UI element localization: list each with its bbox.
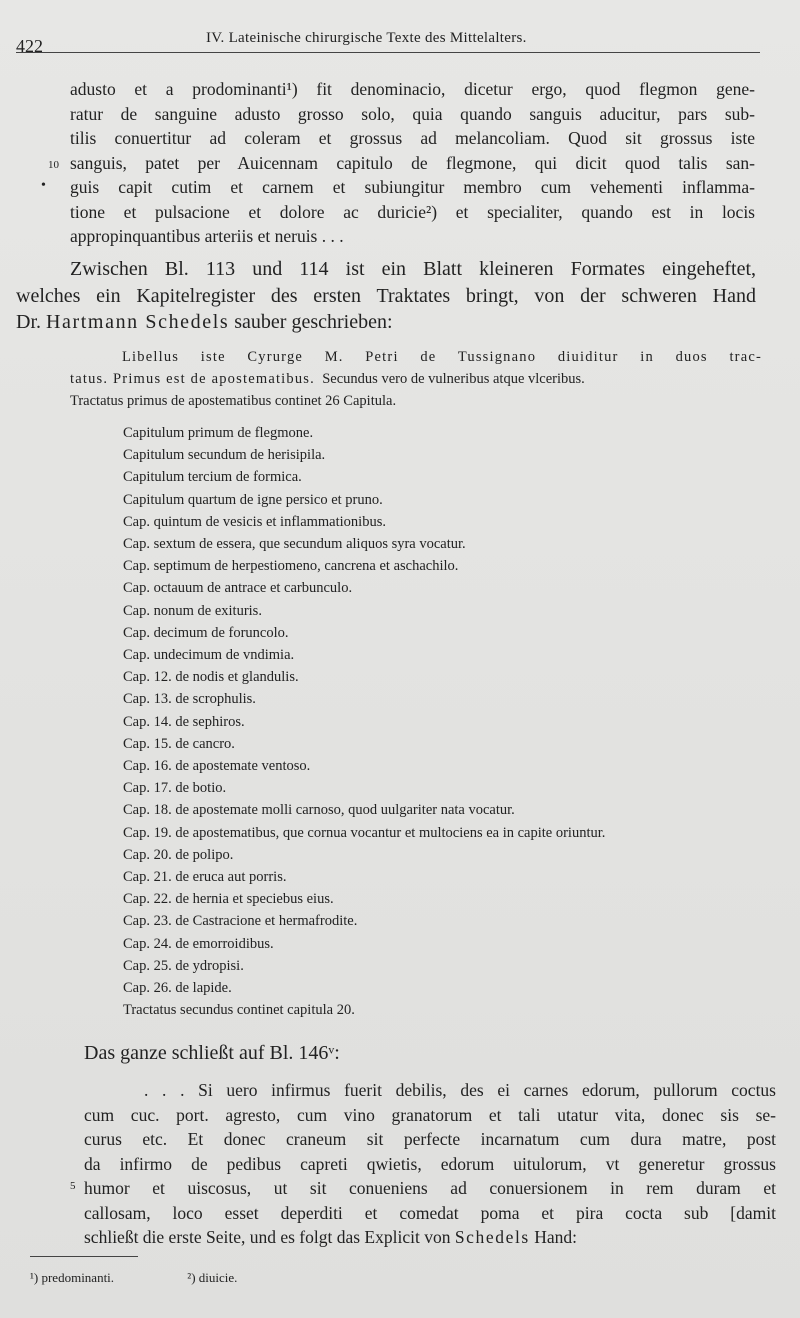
chapter-entry: Cap. 12. de nodis et glandulis. [123,669,299,686]
text-line: curus etc. Et donec craneum sit perfecte incarnatum cum dura matre, post [84,1129,776,1149]
chapter-entry: Cap. sextum de essera, que secundum aliquos syra vocatur. [123,536,466,553]
chapter-entry: Cap. 21. de eruca aut porris. [123,869,287,886]
chapter-entry: Cap. 20. de polipo. [123,846,234,863]
footnotes [30,1270,307,1286]
text-line: sanguis, patet per Auicennam capitulo de flegmone, qui dicit quod talis san- [70,152,755,173]
chapter-entry: Cap. 13. de scrophulis. [123,691,256,708]
latin-passage-2 [84,1078,776,1250]
text-line: adusto et a prodominanti¹) fit denominacio, dicetur ergo, quod flegmon gene- [70,79,755,99]
chapter-entry: Cap. 18. de apostemate molli carnoso, quod uulgariter nata vocatur. [123,802,515,819]
chapter-entry: Cap. nonum de exituris. [123,602,262,619]
person-name: Hartmann Schedels [46,311,230,333]
text-span: tatus. Primus est de apostematibus. [70,371,315,387]
text-span: schließt die erste Seite, und es folgt das Explicit von [84,1227,455,1247]
text-line: appropinquantibus arteriis et neruis . . . [70,226,344,246]
chapter-entry: Capitulum tercium de formica. [123,469,302,486]
text-line: guis capit cutim et carnem et subiungitur membro cum vehementi inflamma- [70,177,755,197]
chapter-entry: Tractatus secundus continet capitula 20. [123,1002,355,1019]
text-line [16,309,756,336]
text-line: callosam, loco esset deperditi et comedat poma et pira cocta sub [damit [84,1202,776,1223]
text-line: ratur de sanguine adusto grosso solo, quia quando sanguis aducitur, pars sub- [70,103,755,124]
text-span: Dr. [16,311,46,333]
chapter-entry: Cap. 16. de apostemate ventoso. [123,758,311,775]
margin-mark: • [41,178,46,193]
chapter-entry: Capitulum quartum de igne persico et pruno. [123,491,383,508]
chapter-list [123,422,783,1021]
text-line: tilis conuertitur ad coleram et grossus ad melancoliam. Quod sit grossus iste [70,128,755,148]
chapter-entry: Cap. 15. de cancro. [123,735,235,752]
latin-passage-1 [70,77,755,249]
text-span: Secundus vero de vulneribus atque vlceribus. [322,371,585,387]
german-intro [16,256,756,336]
chapter-entry: Cap. undecimum de vndimia. [123,647,295,664]
page-number: 422 [16,36,43,56]
chapter-entry: Cap. 22. de hernia et speciebus eius. [123,891,334,908]
register-intro [70,346,762,412]
chapter-entry: Capitulum secundum de herisipila. [123,447,326,464]
chapter-entry: Cap. 19. de apostematibus, que cornua vocantur et multociens ea in capite oriuntur. [123,824,606,841]
footnote-2: ²) diuicie. [187,1270,238,1285]
text-line: . . . Si uero infirmus fuerit debilis, des ei carnes edorum, pullorum coctus [144,1080,776,1100]
text-line: welches ein Kapitelregister des ersten Traktates bringt, von der schweren Hand [16,284,756,307]
footnote-1: ¹) predominanti. [30,1270,115,1285]
text-span: Hand: [529,1227,577,1247]
text-line: tione et pulsacione et dolore ac duricie²) et specialiter, quando est in locis [70,201,755,222]
text-line [70,368,762,390]
chapter-entry: Capitulum primum de flegmone. [123,425,314,441]
chapter-entry: Cap. decimum de foruncolo. [123,624,289,641]
text-line [84,1225,776,1250]
page-header [16,22,760,56]
line-number: 5 [70,1180,76,1192]
chapter-entry: Cap. 26. de lapide. [123,980,232,997]
person-name: Schedels [454,1227,530,1247]
text-span: sauber geschrieben: [229,311,393,333]
chapter-entry: Cap. 14. de sephiros. [123,713,245,730]
chapter-entry: Cap. 25. de ydropisi. [123,957,244,974]
running-head: IV. Lateinische chirurgische Texte des Mittelalters. [206,30,527,46]
text-line: Libellus iste Cyrurge M. Petri de Tussignano diuiditur in duos trac- [122,349,762,365]
text-line: Zwischen Bl. 113 und 114 ist ein Blatt kleineren Formates eingeheftet, [70,258,756,280]
text-line: humor et uiscosus, ut sit conueniens ad conuersionem in rem duram et [84,1178,776,1198]
footnote-rule [30,1256,138,1257]
text-line: da infirmo de pedibus capreti qwietis, edorum uitulorum, vt generetur grossus [84,1153,776,1174]
chapter-entry: Cap. 23. de Castracione et hermafrodite. [123,913,358,930]
chapter-entry: Cap. septimum de herpestiomeno, cancrena et aschachilo. [123,558,459,575]
chapter-entry: Cap. 17. de botio. [123,780,227,797]
subhead: Das ganze schließt auf Bl. 146ᵛ: [84,1042,340,1064]
text-line: Tractatus primus de apostematibus continet 26 Capitula. [70,393,397,409]
text-line: cum cuc. port. agresto, cum vino granatorum et tali utatur vita, donec sis se- [84,1104,776,1125]
chapter-entry: Cap. octauum de antrace et carbunculo. [123,580,353,597]
chapter-entry: Cap. 24. de emorroidibus. [123,935,274,952]
line-number: 10 [48,159,59,171]
chapter-entry: Cap. quintum de vesicis et inflammationibus. [123,513,386,530]
